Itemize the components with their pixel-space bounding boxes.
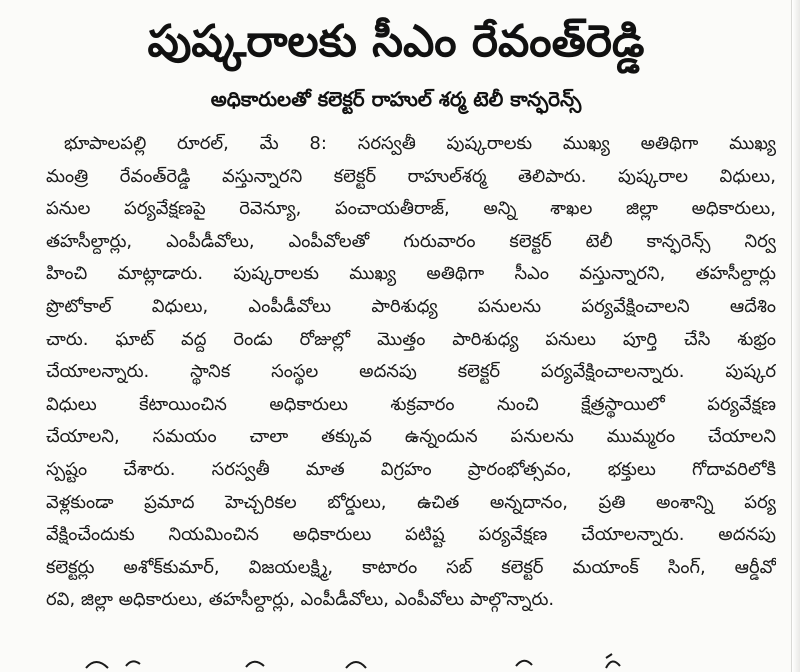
body-line: కలెక్టర్లు అశోక్‌కుమార్, విజయలక్ష్మి, కాటారం సబ్ కలెక్టర్ మయాంక్ సింగ్, ఆర్డీవో (46, 556, 776, 578)
article-body (46, 128, 776, 617)
body-line: పనుల పర్యవేక్షణపై రెవెన్యూ, పంచాయతీరాజ్, అన్ని శాఖల జిల్లా అధికారులు, (46, 198, 776, 220)
body-line: చేయాలన్నారు. స్థానిక సంస్థల అదనపు కలెక్టర్ పర్యవేక్షించాలన్నారు. పుష్కర (46, 361, 776, 383)
body-line: స్పష్టం చేశారు. సరస్వతీ మాత విగ్రహం ప్రారంభోత్సవం, భక్తులు గోదావరిలోకి (46, 458, 776, 480)
page-edge (791, 0, 800, 672)
body-line: చేయాలని, సమయం చాలా తక్కువ ఉన్నందున పనులను ముమ్మరం చేయాలని (46, 426, 776, 448)
body-line: వెళ్లకుండా ప్రమాద హెచ్చరికల బోర్డులు, ఉచిత అన్నదానం, ప్రతి అంశాన్ని పర్య (46, 491, 776, 513)
body-line: చారు. ఘాట్ వద్ద రెండు రోజుల్లో మొత్తం పారిశుధ్య పనులు పూర్తి చేసి శుభ్రం (46, 328, 776, 350)
body-line: ప్రొటోకాల్ విధులు, ఎంపీడీవోలు పారిశుధ్య పనులను పర్యవేక్షించాలని ఆదేశిం (46, 295, 776, 317)
body-line: విధులు కేటాయించిన అధికారులు శుక్రవారం నుంచి క్షేత్రస్థాయిలో పర్యవేక్షణ (46, 393, 776, 415)
article-subheadline: అధికారులతో కలెక్టర్ రాహుల్ శర్మ టెలీ కాన్ఫరెన్స్ (210, 87, 582, 111)
body-line: రవి, జిల్లా అధికారులు, తహసీల్దార్లు, ఎంపీడీవోలు, ఎంపీవోలు పాల్గొన్నారు. (46, 589, 555, 611)
article-headline: పుష్కరాలకు సీఎం రేవంత్‌రెడ్డి (147, 16, 645, 67)
body-line: హించి మాట్లాడారు. పుష్కరాలకు ముఖ్య అతిథిగా సీఎం వస్తున్నారని, తహసీల్దార్లు (46, 263, 776, 285)
body-line: తహసీల్దార్లు, ఎంపీడీవోలు, ఎంపీవోలతో గురువారం కలెక్టర్ టెలీ కాన్ఫరెన్స్ నిర్వ (46, 230, 776, 252)
cropped-next-line (46, 652, 776, 672)
body-line: వేక్షించేందుకు నియమించిన అధికారులు పటిష్ట పర్యవేక్షణ చేయాలన్నారు. అదనపు (46, 524, 776, 546)
body-line: భూపాలపల్లి రూరల్, మే 8: సరస్వతీ పుష్కరాలకు ముఖ్య అతిథిగా ముఖ్య (64, 133, 776, 154)
cropped-text-fragments (46, 652, 776, 672)
body-line: మంత్రి రేవంత్‌రెడ్డి వస్తున్నారని కలెక్టర్ రాహుల్‌శర్మ తెలిపారు. పుష్కరాల విధులు, (46, 165, 776, 187)
